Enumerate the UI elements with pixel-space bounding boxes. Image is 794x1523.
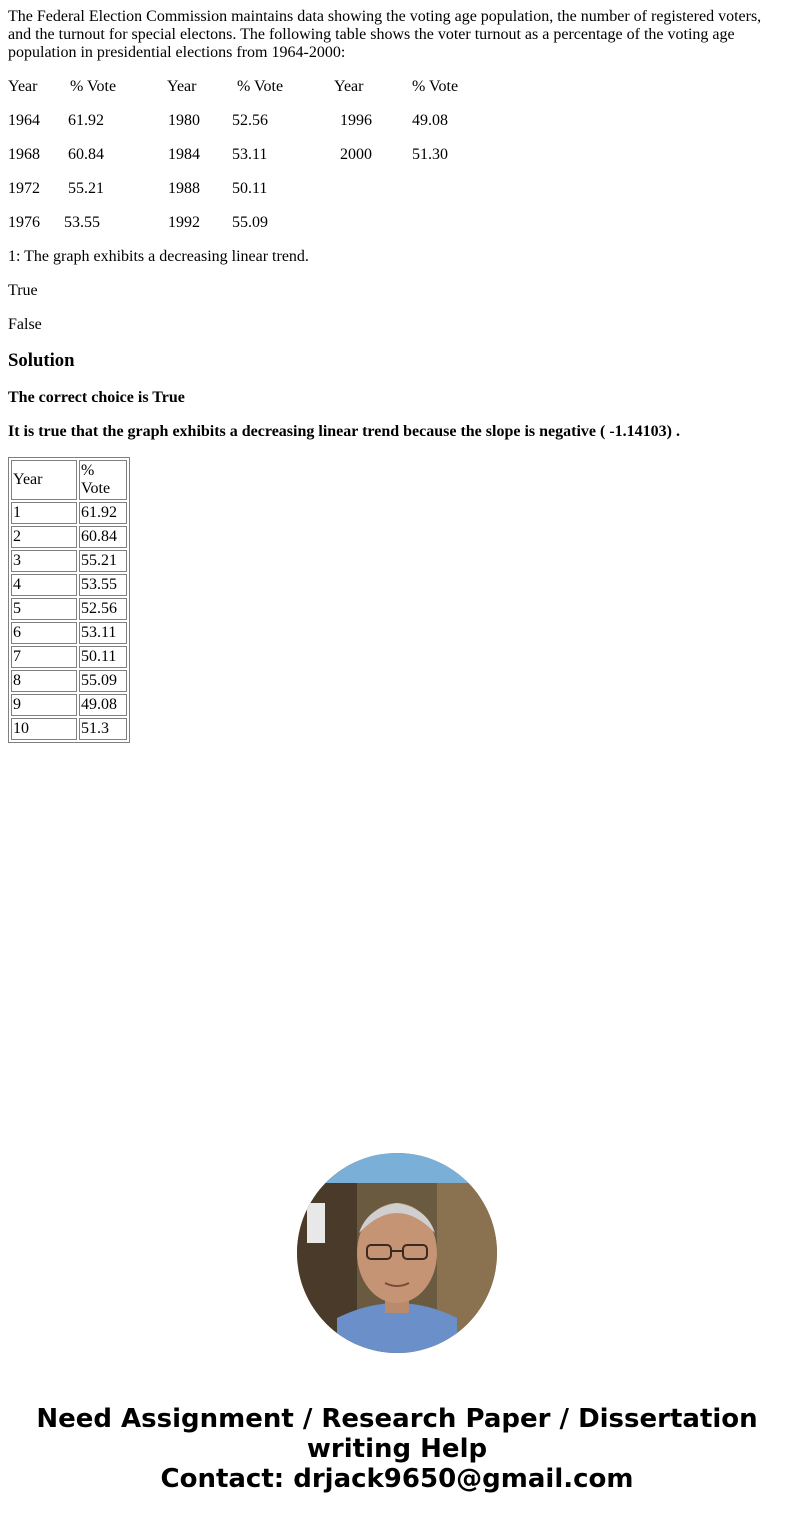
vote-cell: 53.11 xyxy=(232,146,268,163)
solution-explanation: It is true that the graph exhibits a decreasing linear trend because the slope is negative ( -1.14103) . xyxy=(8,423,680,440)
vote-cell: 49.08 xyxy=(412,112,448,129)
vote-cell: 53.55 xyxy=(64,214,100,231)
avatar-portrait xyxy=(297,1153,497,1353)
vote-cell: 52.56 xyxy=(232,112,268,129)
solution-heading: Solution xyxy=(8,350,75,371)
vote-cell: 55.21 xyxy=(68,180,104,197)
table-cell-index: 7 xyxy=(11,646,77,668)
table-cell-index: 6 xyxy=(11,622,77,644)
table-row xyxy=(11,718,127,740)
header-year-3: Year xyxy=(334,78,364,95)
problem-intro: The Federal Election Commission maintains data showing the voting age population, the number of registered voters, and the turnout for special electons. The following table shows the voter turnout as a percentage of the voting age population in presidential elections from 1964-2000: xyxy=(8,8,762,61)
document-content xyxy=(8,8,778,743)
year-cell: 1996 xyxy=(340,112,372,129)
vote-cell: 61.92 xyxy=(68,112,104,129)
option-false: False xyxy=(8,316,42,333)
year-cell: 1992 xyxy=(168,214,200,231)
vote-cell: 50.11 xyxy=(232,180,268,197)
header-vote-1: % Vote xyxy=(70,78,117,95)
year-cell: 2000 xyxy=(340,146,372,163)
table-row xyxy=(11,550,127,572)
table-row xyxy=(11,622,127,644)
banner-line-3: Contact: drjack9650@gmail.com xyxy=(160,1464,634,1494)
header-year-1: Year xyxy=(8,78,38,95)
table-cell-index: 1 xyxy=(11,502,77,524)
table-cell-index: 10 xyxy=(11,718,77,740)
year-cell: 1972 xyxy=(8,180,40,197)
table-row xyxy=(11,670,127,692)
table-cell-vote: 61.92 xyxy=(79,502,127,524)
table-cell-vote: 52.56 xyxy=(79,598,127,620)
vote-cell: 60.84 xyxy=(68,146,104,163)
year-cell: 1980 xyxy=(168,112,200,129)
table-cell-index: 8 xyxy=(11,670,77,692)
solution-answer: The correct choice is True xyxy=(8,389,185,406)
table-cell-vote: 49.08 xyxy=(79,694,127,716)
vote-cell: 51.30 xyxy=(412,146,448,163)
turnout-row xyxy=(8,112,778,130)
option-true: True xyxy=(8,282,38,299)
header-vote-3: % Vote xyxy=(412,78,459,95)
table-header-year: Year xyxy=(11,460,77,500)
year-cell: 1976 xyxy=(8,214,40,231)
contact-banner xyxy=(0,1404,794,1494)
turnout-row xyxy=(8,146,778,164)
table-cell-vote: 60.84 xyxy=(79,526,127,548)
table-cell-vote: 55.21 xyxy=(79,550,127,572)
author-avatar xyxy=(297,1153,497,1353)
table-row xyxy=(11,694,127,716)
table-cell-vote: 51.3 xyxy=(79,718,127,740)
table-row xyxy=(11,598,127,620)
table-row xyxy=(11,502,127,524)
vote-cell: 55.09 xyxy=(232,214,268,231)
question-text: 1: The graph exhibits a decreasing linear trend. xyxy=(8,248,309,265)
turnout-header-row xyxy=(8,78,778,96)
table-row xyxy=(11,646,127,668)
table-row xyxy=(11,574,127,596)
table-cell-index: 4 xyxy=(11,574,77,596)
banner-line-1: Need Assignment / Research Paper / Dissertation xyxy=(36,1404,758,1434)
turnout-row xyxy=(8,180,778,198)
turnout-row xyxy=(8,214,778,232)
banner-line-2: writing Help xyxy=(306,1434,488,1464)
table-cell-vote: 50.11 xyxy=(79,646,127,668)
table-cell-index: 2 xyxy=(11,526,77,548)
year-cell: 1988 xyxy=(168,180,200,197)
table-cell-vote: 53.11 xyxy=(79,622,127,644)
header-year-2: Year xyxy=(167,78,197,95)
year-cell: 1968 xyxy=(8,146,40,163)
solution-table xyxy=(8,457,130,743)
table-row xyxy=(11,526,127,548)
year-cell: 1964 xyxy=(8,112,40,129)
table-header-row xyxy=(11,460,127,500)
table-cell-vote: 55.09 xyxy=(79,670,127,692)
table-cell-vote: 53.55 xyxy=(79,574,127,596)
table-cell-index: 5 xyxy=(11,598,77,620)
header-vote-2: % Vote xyxy=(237,78,284,95)
table-header-vote: % Vote xyxy=(79,460,127,500)
year-cell: 1984 xyxy=(168,146,200,163)
table-cell-index: 3 xyxy=(11,550,77,572)
table-cell-index: 9 xyxy=(11,694,77,716)
